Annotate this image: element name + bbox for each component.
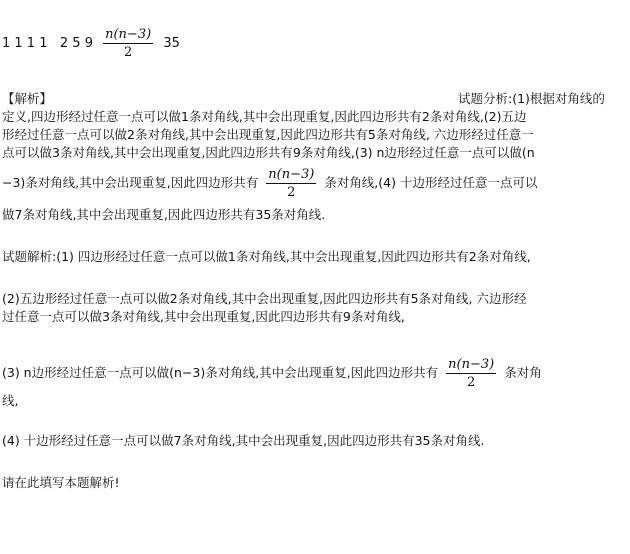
analysis-line-4 [2,166,537,201]
analysis-line-2: 形经过任意一点可以做2条对角线,其中会出现重复,因此四边形共有5条对角线, 六边形经过任意一 [2,127,534,142]
fraction-numerator: n(n−3) [105,27,152,42]
solution-p3c: 线, [2,393,19,408]
answer-1: 1 1 1 1 [2,36,48,51]
solution-fraction [446,356,496,391]
solution-p2b: 过任意一点可以做3条对角线,其中会出现重复,因此四边形共有9条对角线, [2,309,405,324]
analysis-label: 【解析】 [2,91,53,106]
solution-p2a: (2)五边形经过任意一点可以做2条对角线,其中会出现重复,因此四边形共有5条对角线, 六边形经 [2,291,527,306]
analysis-line-4a: −3)条对角线,其中会出现重复,因此四边形共有 [2,175,259,190]
analysis-fraction [266,166,316,201]
fraction-denominator: 2 [287,185,296,200]
analysis-header [2,90,52,108]
answer-3-fraction [103,26,153,61]
answer-line [2,26,180,61]
solution-p3 [2,356,542,391]
solution-p1: 试题解析:(1) 四边形经过任意一点可以做1条对角线,其中会出现重复,因此四边形共有2条对角线, [2,249,531,264]
solution-p4: (4) 十边形经过任意一点可以做7条对角线,其中会出现重复,因此四边形共有35条对角线. [2,433,485,448]
footer-note: 请在此填写本题解析! [2,475,120,490]
fraction-denominator: 2 [124,45,133,60]
answer-4: 35 [163,36,180,51]
fraction-numerator: n(n−3) [448,357,495,372]
fraction-numerator: n(n−3) [268,167,315,182]
fraction-denominator: 2 [467,375,476,390]
solution-p3a: (3) n边形经过任意一点可以做(n−3)条对角线,其中会出现重复,因此四边形共有 [2,365,439,380]
solution-p3b: 条对角 [504,365,542,380]
analysis-line-4b: 条对角线,(4) 十边形经过任意一点可以 [324,175,538,190]
analysis-title: 试题分析:(1)根据对角线的 [458,91,605,106]
analysis-line-3: 点可以做3条对角线,其中会出现重复,因此四边形共有9条对角线,(3) n边形经过任意一点可以做(n [2,145,535,160]
answer-2: 2 5 9 [59,36,93,51]
analysis-line-1: 定义,四边形经过任意一点可以做1条对角线,其中会出现重复,因此四边形共有2条对角线,(2)五边 [2,109,527,124]
analysis-line-5: 做7条对角线,其中会出现重复,因此四边形共有35条对角线. [2,207,326,222]
